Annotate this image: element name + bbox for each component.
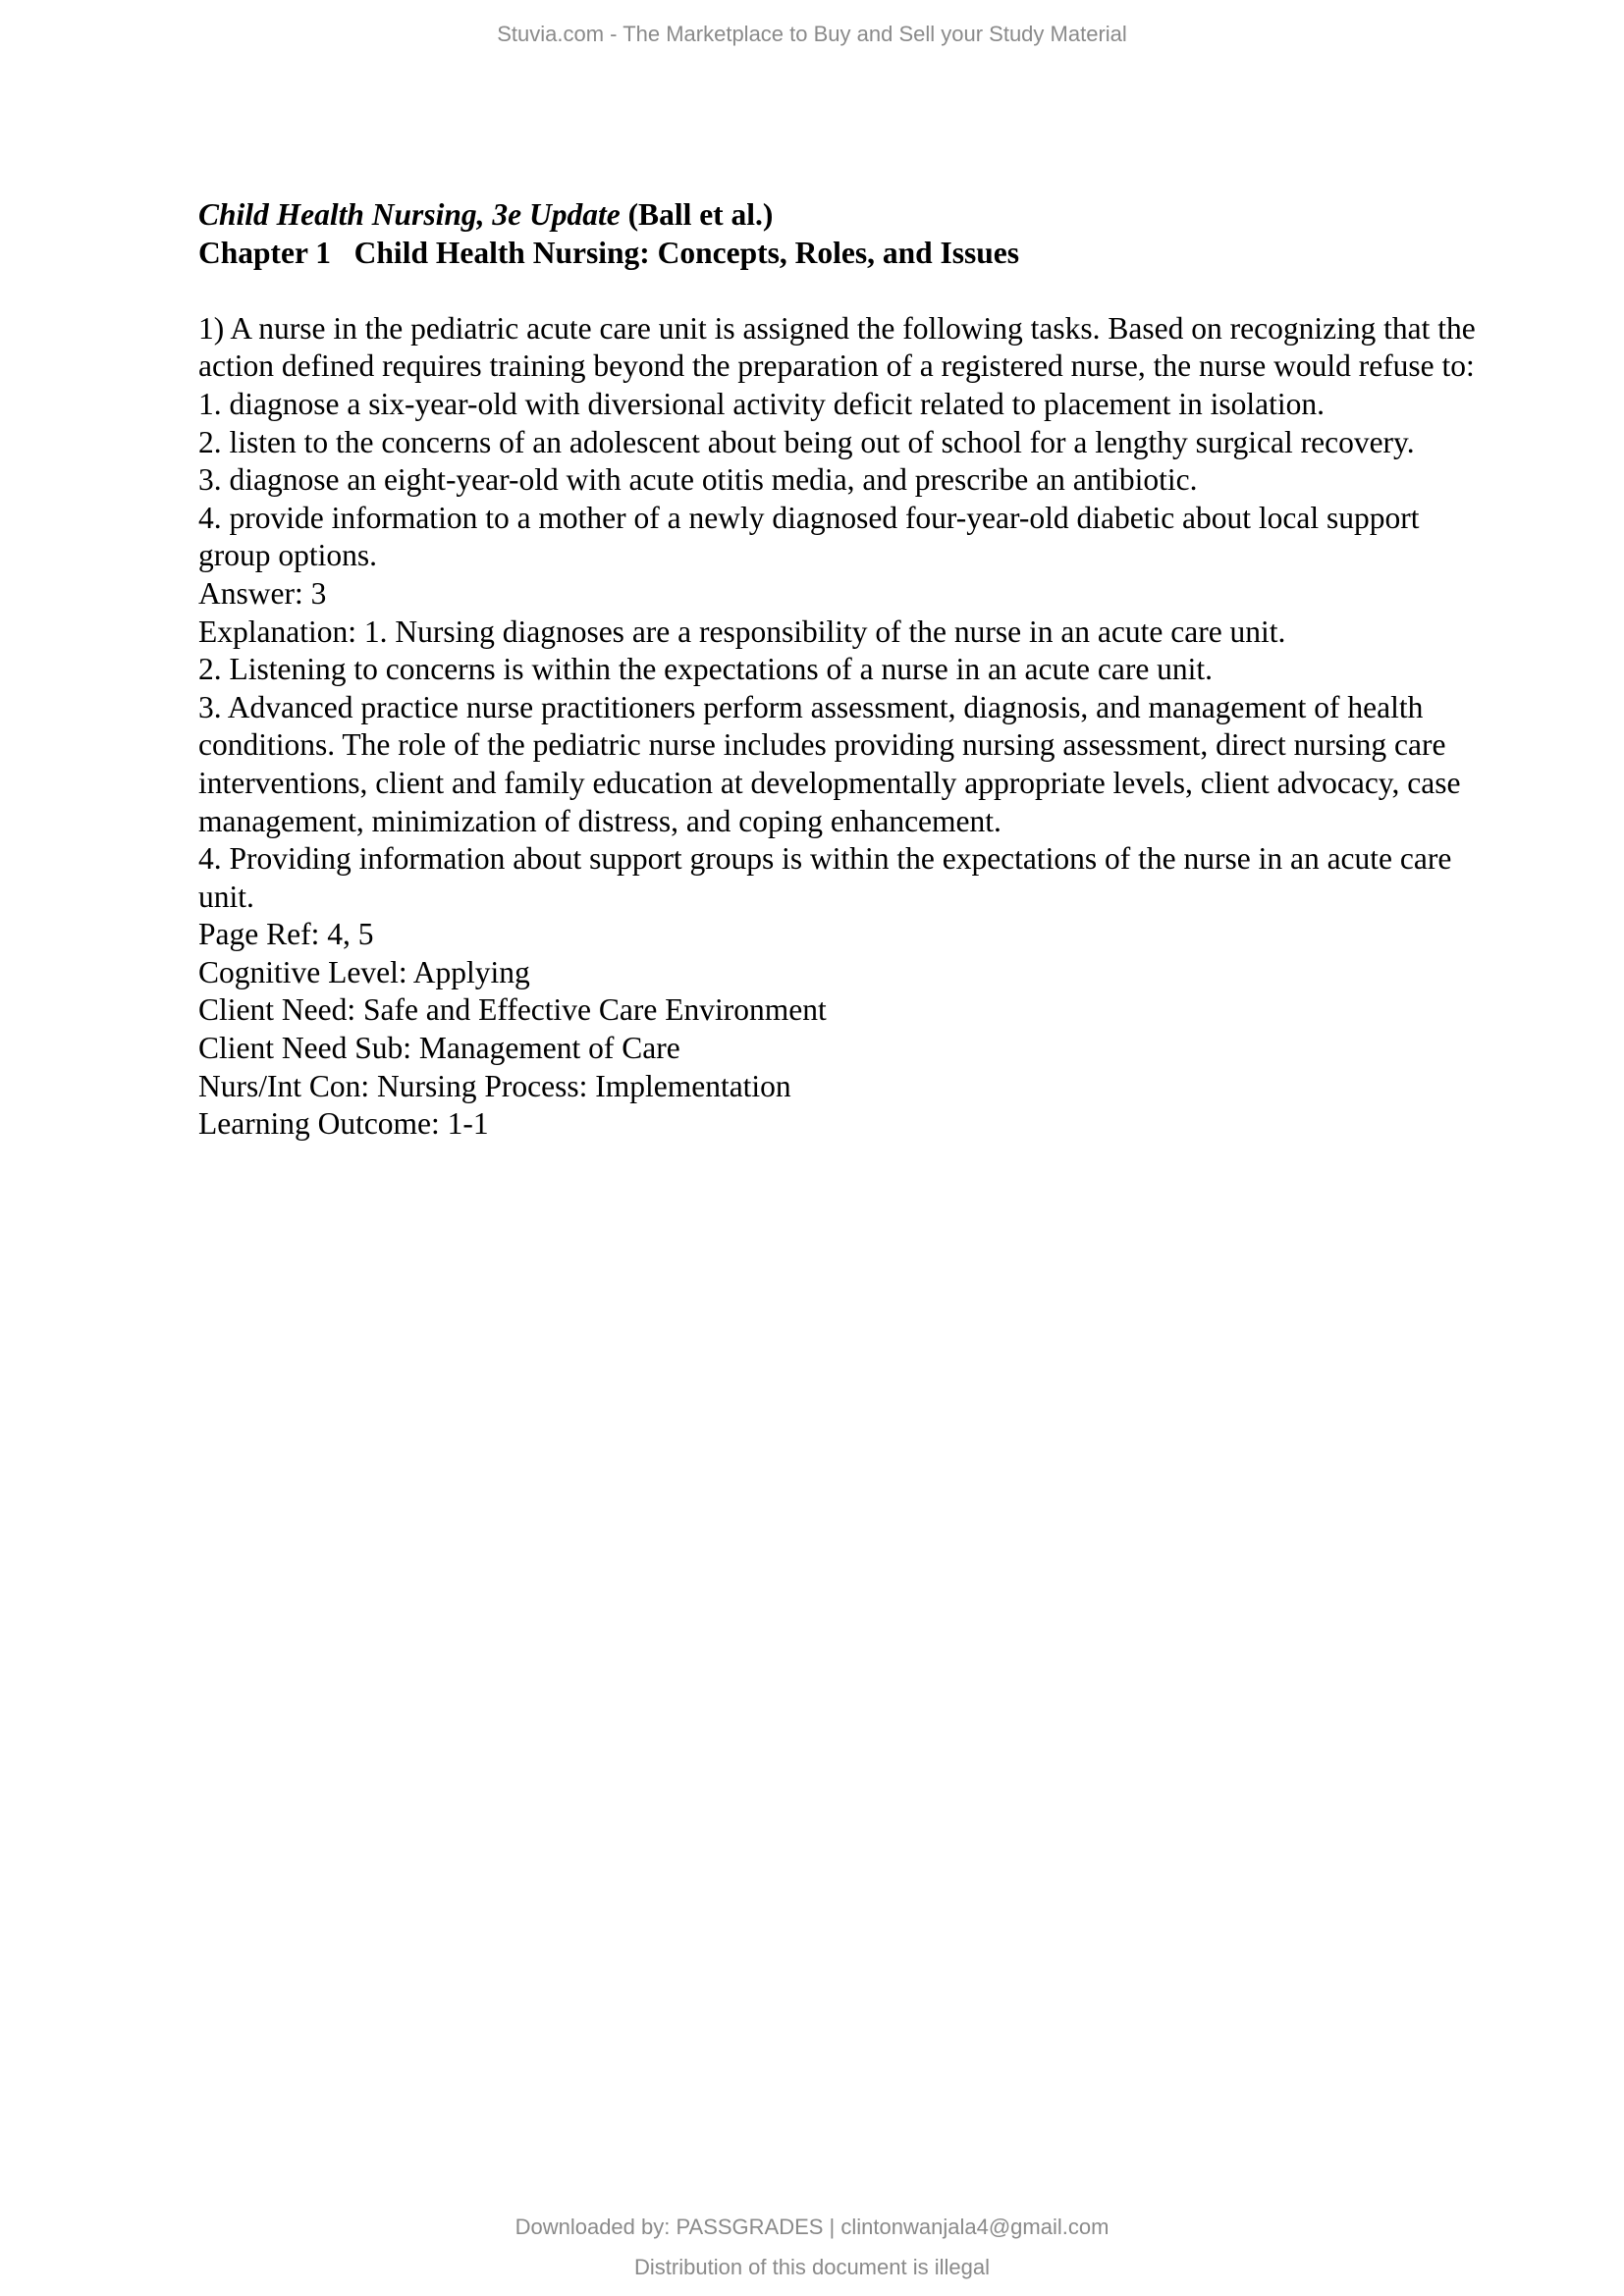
chapter-heading: Chapter 1 Child Health Nursing: Concepts, Roles, and Issues [198, 235, 1020, 270]
explanation-3: 3. Advanced practice nurse practitioners perform assessment, diagnosis, and management of health conditions. The role of the pediatric nurse includes providing nursing assessment, direct nursing care interventions, client and family education at developmentally appropriate levels, client advocacy, case management, minimization of distress, and coping enhancement. [198, 689, 1461, 838]
explanation-4: 4. Providing information about support groups is within the expectations of the nurse in an acute care unit. [198, 841, 1452, 914]
option-4: 4. provide information to a mother of a newly diagnosed four-year-old diabetic about local support group options. [198, 500, 1420, 573]
answer: Answer: 3 [198, 575, 327, 611]
nurs-int-con: Nurs/Int Con: Nursing Process: Implementation [198, 1068, 791, 1103]
stuvia-banner: Stuvia.com - The Marketplace to Buy and Sell your Study Material [497, 22, 1127, 46]
client-need: Client Need: Safe and Effective Care Environment [198, 992, 827, 1028]
cognitive-level: Cognitive Level: Applying [198, 954, 530, 989]
explanation-1: Explanation: 1. Nursing diagnoses are a responsibility of the nurse in an acute care unit. [198, 614, 1286, 649]
option-3: 3. diagnose an eight-year-old with acute otitis media, and prescribe an antibiotic. [198, 462, 1198, 498]
page-ref: Page Ref: 4, 5 [198, 917, 374, 952]
question-stem: 1) A nurse in the pediatric acute care unit is assigned the following tasks. Based on recognizing that the action defined requires training beyond the preparation of a registered nurse, the nurse would refuse to: [198, 310, 1476, 384]
option-2: 2. listen to the concerns of an adolescent about being out of school for a lengthy surgical recovery. [198, 424, 1415, 459]
client-need-sub: Client Need Sub: Management of Care [198, 1031, 680, 1066]
downloaded-by-footer: Downloaded by: PASSGRADES | clintonwanjala4@gmail.com [514, 2215, 1110, 2239]
book-title: Child Health Nursing, 3e Update [198, 197, 621, 232]
book-authors: (Ball et al.) [627, 197, 774, 232]
explanation-2: 2. Listening to concerns is within the expectations of a nurse in an acute care unit. [198, 652, 1214, 687]
option-1: 1. diagnose a six-year-old with diversional activity deficit related to placement in isolation. [198, 386, 1326, 421]
spacer [198, 272, 1494, 310]
learning-outcome: Learning Outcome: 1-1 [198, 1106, 489, 1142]
book-title-line [198, 196, 1494, 235]
legal-notice-footer: Distribution of this document is illegal [634, 2255, 990, 2279]
document-body [198, 196, 1494, 1144]
